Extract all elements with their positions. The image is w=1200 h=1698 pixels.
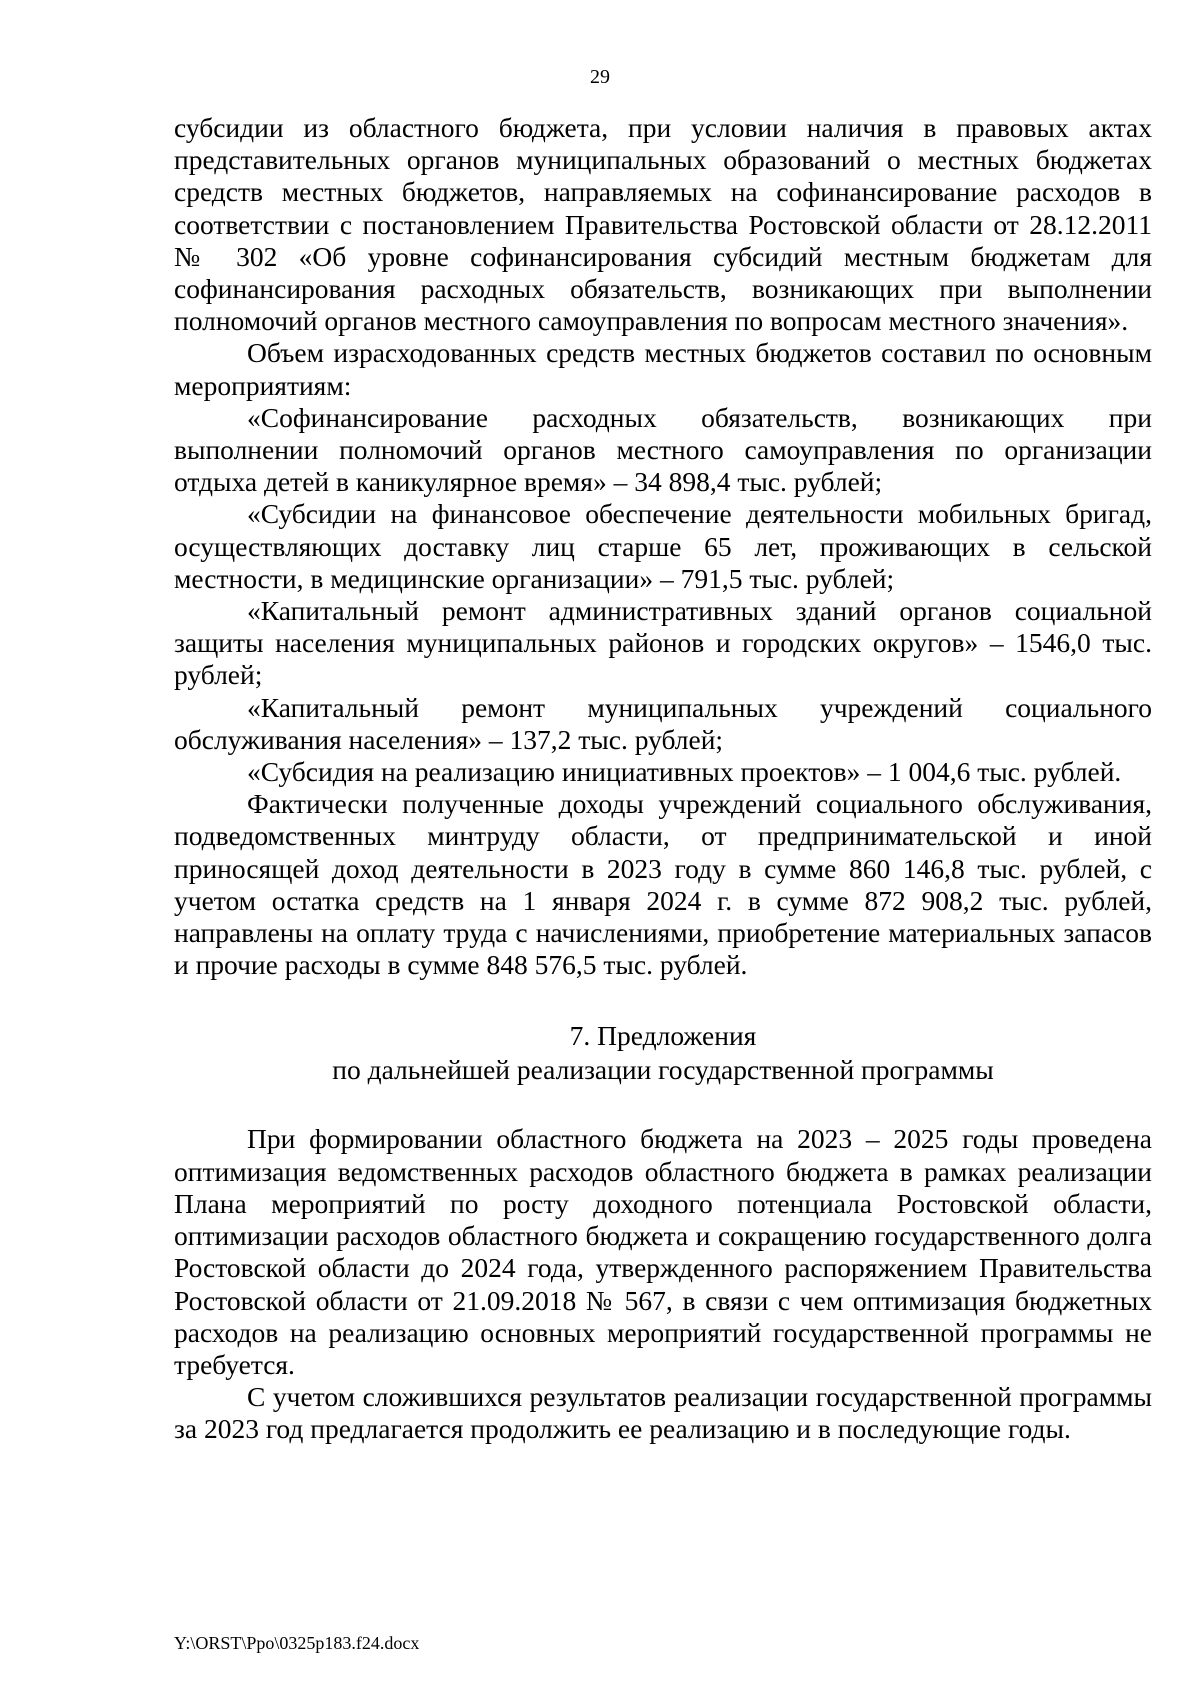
- paragraph-top-0: субсидии из областного бюджета, при условии наличия в правовых актах представительных органов муниципальных образований о местных бюджетах средств местных бюджетов, направляемых на софинансирование расходов в соответствии с постановлением Правительства Ростовской области от 28.12.2011 № 302 «Об уровне софинансирования субсидий местным бюджетам для софинансирования расходных обязательств, возникающих при выполнении полномочий органов местного самоуправления по вопросам местного значения».: [174, 112, 1152, 337]
- document-body: [174, 112, 1152, 1446]
- paragraph-top-7: Фактически полученные доходы учреждений социального обслуживания, подведомственных минтруду области, от предпринимательской и иной приносящей доход деятельности в 2023 году в сумме 860 146,8 тыс. рублей, с учетом остатка средств на 1 января 2024 г. в сумме 872 908,2 тыс. рублей, направлены на оплату труда с начислениями, приобретение материальных запасов и прочие расходы в сумме 848 576,5 тыс. рублей.: [174, 788, 1152, 981]
- section-heading-subtitle: по дальнейшей реализации государственной программы: [332, 1054, 994, 1086]
- paragraph-top-1: Объем израсходованных средств местных бюджетов составил по основным мероприятиям:: [174, 337, 1152, 401]
- paragraph-bottom-0: При формировании областного бюджета на 2023 – 2025 годы проведена оптимизация ведомственных расходов областного бюджета в рамках реализации Плана мероприятий по росту доходного потенциала Ростовской области, оптимизации расходов областного бюджета и сокращению государственного долга Ростовской области до 2024 года, утвержденного распоряжением Правительства Ростовской области от 21.09.2018 № 567, в связи с чем оптимизация бюджетных расходов на реализацию основных мероприятий государственной программы не требуется.: [174, 1123, 1152, 1380]
- paragraph-top-2: «Софинансирование расходных обязательств, возникающих при выполнении полномочий органов местного самоуправления по организации отдыха детей в каникулярное время» – 34 898,4 тыс. рублей;: [174, 401, 1152, 498]
- paragraph-top-3: «Субсидии на финансовое обеспечение деятельности мобильных бригад, осуществляющих доставку лиц старше 65 лет, проживающих в сельской местности, в медицинские организации» – 791,5 тыс. рублей;: [174, 498, 1152, 594]
- paragraph-top-6: «Субсидия на реализацию инициативных проектов» – 1 004,6 тыс. рублей.: [247, 756, 1122, 788]
- paragraph-bottom-1: С учетом сложившихся результатов реализации государственной программы за 2023 год предлагается продолжить ее реализацию и в последующие годы.: [174, 1381, 1152, 1445]
- page-number: 29: [590, 66, 610, 88]
- section-heading-title: 7. Предложения: [569, 1020, 757, 1052]
- paragraph-top-5: «Капитальный ремонт муниципальных учреждений социального обслуживания населения» – 137,2 тыс. рублей;: [174, 691, 1152, 755]
- footer-file-path: Y:\ORST\Ppo\0325p183.f24.docx: [174, 1633, 420, 1653]
- paragraph-top-4: «Капитальный ремонт административных зданий органов социальной защиты населения муниципальных районов и городских округов» – 1546,0 тыс. рублей;: [174, 595, 1152, 691]
- section-heading: [174, 1019, 1152, 1087]
